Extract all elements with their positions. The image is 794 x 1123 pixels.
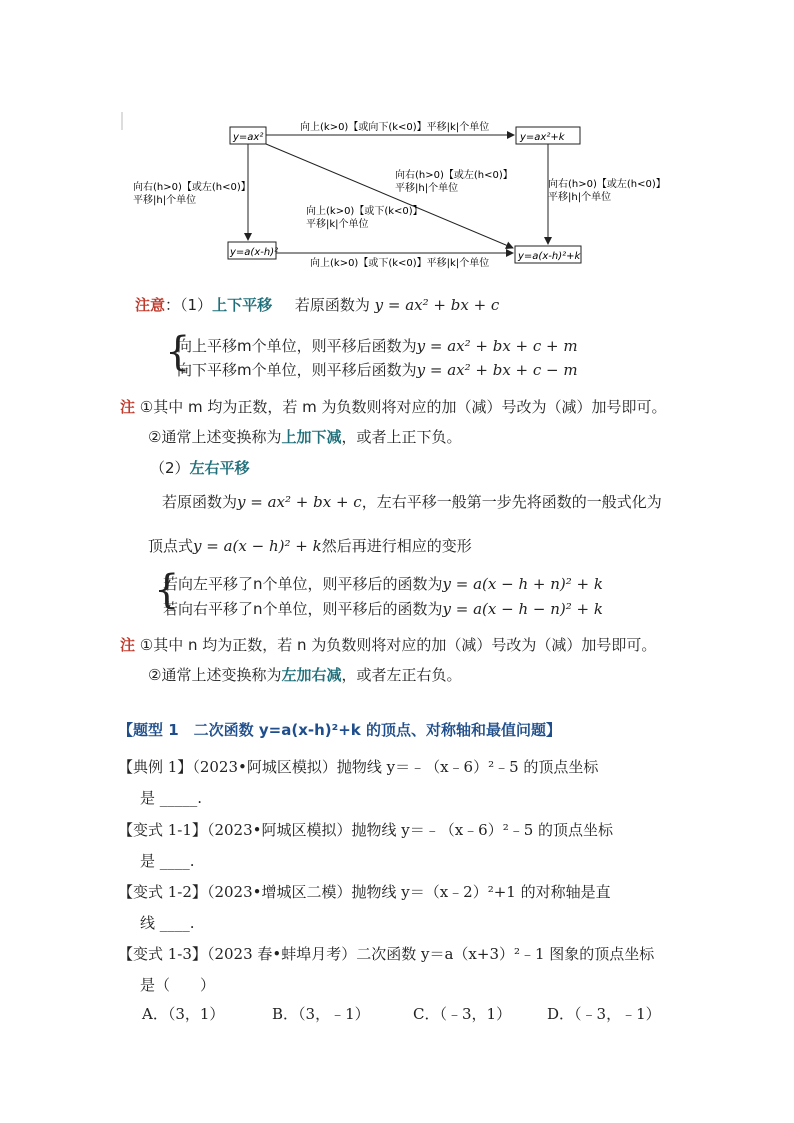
problem-3-tag: 【变式 1-2】 — [118, 883, 207, 901]
case-left-text: 若向左平移了n个单位，则平移后的函数为 — [163, 575, 443, 593]
label-left-1: 向右(h>0)【或左(h<0)】 — [133, 182, 251, 193]
zhu2-label: 注 — [120, 636, 136, 654]
note1-formula: y = ax² + bx + c — [374, 296, 500, 314]
zhu1-line2 — [148, 426, 461, 447]
option-c[interactable]: C．（﹣3，1） — [413, 1005, 512, 1023]
case-down — [177, 359, 578, 380]
problem-4 — [118, 939, 654, 1001]
case-up-text: 向上平移m个单位，则平移后函数为 — [177, 337, 417, 355]
case-down-formula: y = ax² + bx + c − m — [416, 361, 578, 379]
option-a[interactable]: A．（3，1） — [142, 1005, 225, 1023]
heading-vertical-shift: 上下平移 — [212, 296, 273, 314]
note-index: ：（1） — [165, 296, 213, 314]
note2-intro-post: ，左右平移一般第一步先将函数的一般式化为 — [361, 493, 662, 511]
label-bottom-arrow: 向上(k>0)【或下(k<0)】平移|k|个单位 — [310, 258, 490, 269]
zhu2-highlight: 左加右减 — [281, 666, 342, 684]
section-title: 【题型 1 二次函数 y=a(x-h)²+k 的顶点、对称轴和最值问题】 — [118, 721, 561, 739]
problem-2-line1: （2023•阿城区模拟）抛物线 y＝﹣（x﹣6）²﹣5 的顶点坐标 — [206, 821, 614, 839]
zhu1-text1: ①其中 m 均为正数，若 m 为负数则将对应的加（减）号改为（减）加号即可。 — [139, 398, 667, 416]
problem-4-line1: （2023 春•蚌埠月考）二次函数 y＝a（x+3）²﹣1 图象的顶点坐标 — [206, 945, 655, 963]
brace-vertical: { — [165, 329, 191, 375]
arrow-diagonal — [266, 144, 513, 248]
label-diag-lower-2: 平移|k|个单位 — [306, 219, 369, 230]
option-d[interactable]: D．（﹣3，﹣1） — [547, 1005, 661, 1023]
case-left-formula: y = a(x − h + n)² + k — [442, 575, 603, 593]
zhu1-label: 注 — [120, 398, 136, 416]
brace-horizontal: { — [154, 567, 180, 613]
box-hshift-label: y=a(x-h)² — [230, 247, 279, 258]
case-right — [163, 598, 603, 619]
problem-4-line2: 是（ ） — [140, 976, 216, 994]
note1-heading-line — [135, 294, 499, 315]
note-label: 注意 — [135, 296, 166, 314]
zhu2-text1: ①其中 n 均为正数，若 n 为负数则将对应的加（减）号改为（减）加号即可。 — [139, 636, 657, 654]
note2-intro — [162, 491, 662, 512]
label-right-2: 平移|h|个单位 — [548, 192, 612, 203]
box-vshift-label: y=ax²+k — [520, 132, 565, 143]
note2-vertex-formula: y = a(x − h)² + k — [193, 537, 322, 555]
label-diag-upper-2: 平移|h|个单位 — [395, 183, 459, 194]
problem-2-tag: 【变式 1-1】 — [118, 821, 207, 839]
zhu1-pre: ②通常上述变换称为 — [148, 428, 282, 446]
problem-1-tag: 【典例 1】 — [118, 758, 193, 776]
note2-intro-pre: 若原函数为 — [162, 493, 238, 511]
case-down-text: 向下平移m个单位，则平移后函数为 — [177, 361, 417, 379]
box-base-label: y=ax² — [233, 132, 264, 143]
note2-heading-line — [150, 457, 250, 478]
note2-vertex-pre: 顶点式 — [148, 537, 194, 555]
problem-2-line2: 是 ____. — [140, 852, 195, 870]
case-left — [163, 573, 603, 594]
case-up — [177, 335, 578, 356]
translation-diagram — [0, 0, 794, 280]
note1-intro: 若原函数为 — [294, 296, 370, 314]
zhu1-highlight: 上加下减 — [281, 428, 342, 446]
note2-vertex-post: 然后再进行相应的变形 — [321, 537, 472, 555]
problem-1-line2: 是 _____. — [140, 789, 203, 807]
problem-3-line2: 线 ____. — [140, 914, 195, 932]
heading-horizontal-shift: 左右平移 — [189, 459, 250, 477]
label-right-1: 向右(h>0)【或左(h<0)】 — [548, 179, 666, 190]
zhu1-post: ，或者上正下负。 — [341, 428, 462, 446]
problem-3-line1: （2023•增城区二模）抛物线 y＝（x﹣2）²+1 的对称轴是直 — [206, 883, 611, 901]
problem-2 — [118, 815, 613, 877]
zhu2-pre: ②通常上述变换称为 — [148, 666, 282, 684]
note2-intro-formula: y = ax² + bx + c — [237, 493, 362, 511]
zhu2-line2 — [148, 664, 461, 685]
case-right-formula: y = a(x − h − n)² + k — [442, 600, 603, 618]
problem-4-tag: 【变式 1-3】 — [118, 945, 207, 963]
label-diag-upper-1: 向右(h>0)【或左(h<0)】 — [395, 170, 513, 181]
zhu2-line1 — [120, 634, 656, 655]
problem-1-line1: （2023•阿城区模拟）抛物线 y＝﹣（x﹣6）²﹣5 的顶点坐标 — [192, 758, 599, 776]
label-diag-lower-1: 向上(k>0)【或下(k<0)】 — [306, 206, 423, 217]
case-right-text: 若向右平移了n个单位，则平移后的函数为 — [163, 600, 443, 618]
note2-vertex — [148, 535, 472, 556]
note2-index: （2） — [150, 459, 190, 477]
label-top-arrow: 向上(k>0)【或向下(k<0)】平移|k|个单位 — [300, 122, 490, 133]
zhu2-post: ，或者左正右负。 — [341, 666, 462, 684]
zhu1-line1 — [120, 396, 667, 417]
problem-1 — [118, 752, 598, 814]
case-up-formula: y = ax² + bx + c + m — [416, 337, 578, 355]
option-b[interactable]: B．（3，﹣1） — [272, 1005, 370, 1023]
problem-3 — [118, 877, 611, 939]
label-left-2: 平移|h|个单位 — [133, 195, 197, 206]
box-vertex-label: y=a(x-h)²+k — [518, 251, 581, 262]
